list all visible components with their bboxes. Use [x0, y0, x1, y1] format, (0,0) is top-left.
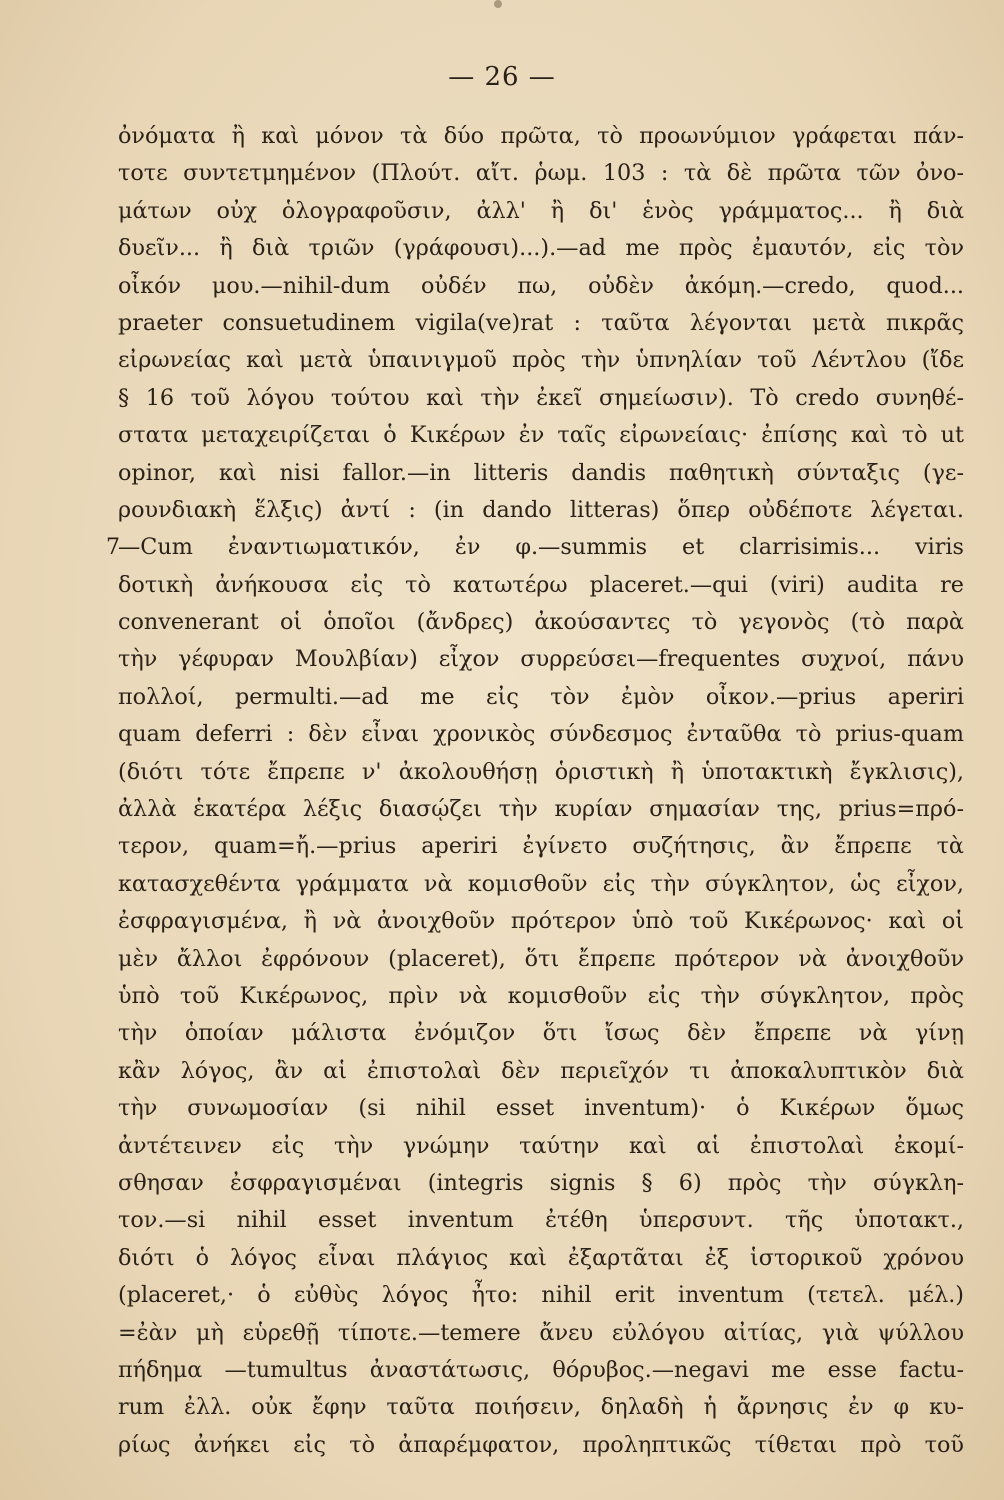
text-line: τον.—si nihil esset inventum ἐτέθη ὑπερσυντ. τῆς ὑποτακτ.,: [118, 1207, 964, 1234]
text-line: τὴν συνωμοσίαν (si nihil esset inventum)· ὁ Κικέρων ὅμως: [118, 1095, 964, 1122]
text-line: πολλοί, permulti.—ad me εἰς τὸν ἐμὸν οἶκον.—prius aperiri: [118, 683, 964, 710]
text-line: ἀντέτεινεν εἰς τὴν γνώμην ταύτην καὶ αἱ ἐπιστολαὶ ἐκομί-: [118, 1132, 964, 1159]
text-line: —Cum ἐναντιωματικόν, ἐν φ.—summis et clarrisimis... viris: [118, 534, 964, 561]
text-line: εἰρωνείας καὶ μετὰ ὑπαινιγμοῦ πρὸς τὴν ὑπνηλίαν τοῦ Λέντλου (ἴδε: [118, 347, 964, 374]
text-line: τὴν ὁποίαν μάλιστα ἐνόμιζον ὅτι ἴσως δὲν ἔπρεπε νὰ γίνῃ: [118, 1020, 964, 1047]
text-line: ὀνόματα ἢ καὶ μόνον τὰ δύο πρῶτα, τὸ προωνύμιον γράφεται πάν-: [118, 123, 964, 149]
text-line: ρουνδιακὴ ἕλξις) ἀντί : (in dando litteras) ὅπερ οὐδέποτε λέγεται.: [118, 496, 964, 523]
text-line: κατασχεθέντα γράμματα νὰ κομισθοῦν εἰς τὴν σύγκλητον, ὡς εἶχον,: [118, 870, 964, 897]
page-number: — 26 —: [448, 62, 556, 92]
text-line: § 16 τοῦ λόγου τούτου καὶ τὴν ἐκεῖ σημείωσιν). Τὸ credo συνηθέ-: [118, 384, 964, 411]
text-line: οἶκόν μου.—nihil-dum οὐδέν πω, οὐδὲν ἀκόμη.—credo, quod...: [118, 272, 964, 299]
text-line: quam deferri : δὲν εἶναι χρονικὸς σύνδεσμος ἐνταῦθα τὸ prius-quam: [118, 721, 964, 748]
text-line: (placeret,· ὁ εὐθὺς λόγος ἦτο: nihil erit inventum (τετελ. μέλ.): [118, 1282, 964, 1309]
text-line: στατα μεταχειρίζεται ὁ Κικέρων ἐν ταῖς εἰρωνείαις· ἐπίσης καὶ τὸ ut: [118, 422, 964, 449]
text-line: convenerant οἱ ὁποῖοι (ἄνδρες) ἀκούσαντες τὸ γεγονὸς (τὸ παρὰ: [118, 609, 964, 636]
text-line: (διότι τότε ἔπρεπε ν' ἀκολουθήσῃ ὁριστικὴ ἢ ὑποτακτικὴ ἔγκλισις),: [118, 758, 964, 785]
text-line: δοτικὴ ἀνήκουσα εἰς τὸ κατωτέρω placeret.—qui (viri) audita re: [118, 571, 964, 598]
text-line: δυεῖν... ἢ διὰ τριῶν (γράφουσι)...).—ad me πρὸς ἐμαυτόν, εἰς τὸν: [118, 235, 964, 262]
text-line: τερον, quam=ἤ.—prius aperiri ἐγίνετο συζήτησις, ἂν ἔπρεπε τὰ: [118, 833, 964, 860]
text-line: ἀλλὰ ἑκατέρα λέξις διασῴζει τὴν κυρίαν σημασίαν της, prius=πρό-: [118, 796, 964, 823]
text-line: ἐσφραγισμένα, ἢ νὰ ἀνοιχθοῦν πρότερον ὑπὸ τοῦ Κικέρωνος· καὶ οἱ: [118, 908, 964, 935]
section-number: 7: [106, 535, 120, 561]
text-line: τὴν γέφυραν Μουλβίαν) εἶχον συρρεύσει—frequentes συχνοί, πάνυ: [118, 646, 964, 673]
text-line: σθησαν ἐσφραγισμέναι (integris signis § 6) πρὸς τὴν σύγκλη-: [118, 1169, 964, 1196]
text-line: ὑπὸ τοῦ Κικέρωνος, πρὶν νὰ κομισθοῦν εἰς τὴν σύγκλητον, πρὸς: [118, 982, 964, 1009]
text-line: =ἐὰν μὴ εὑρεθῇ τίποτε.—temere ἄνευ εὐλόγου αἰτίας, γιὰ ψύλλου: [118, 1319, 964, 1346]
text-line: ρίως ἀνήκει εἰς τὸ ἀπαρέμφατον, προληπτικῶς τίθεται πρὸ τοῦ: [118, 1431, 964, 1458]
text-line: praeter consuetudinem vigila(ve)rat : ταῦτα λέγονται μετὰ πικρᾶς: [118, 309, 964, 336]
text-line: opinor, καὶ nisi fallor.—in litteris dandis παθητικὴ σύνταξις (γε-: [118, 459, 964, 486]
text-line: μὲν ἄλλοι ἐφρόνουν (placeret), ὅτι ἔπρεπε πρότερον νὰ ἀνοιχθοῦν: [118, 945, 964, 972]
text-line: κἂν λόγος, ἂν αἱ ἐπιστολαὶ δὲν περιεῖχόν τι ἀποκαλυπτικὸν διὰ: [118, 1057, 964, 1084]
text-line: πήδημα —tumultus ἀναστάτωσις, θόρυβος.—negavi me esse factu-: [118, 1356, 964, 1383]
text-line: διότι ὁ λόγος εἶναι πλάγιος καὶ ἐξαρτᾶται ἐξ ἱστορικοῦ χρόνου: [118, 1244, 964, 1271]
text-line: μάτων οὐχ ὁλογραφοῦσιν, ἀλλ' ἢ δι' ἑνὸς γράμματος... ἢ διὰ: [118, 197, 964, 224]
text-line: τοτε συντετμημένον (Πλούτ. αἴτ. ῥωμ. 103 : τὰ δὲ πρῶτα τῶν ὀνο-: [118, 160, 964, 187]
text-line: rum ἐλλ. οὐκ ἔφην ταῦτα ποιήσειν, δηλαδὴ ἡ ἄρνησις ἐν φ κυ-: [118, 1394, 964, 1421]
commentary-text: [106, 118, 964, 1464]
ink-speck: [494, 0, 502, 8]
